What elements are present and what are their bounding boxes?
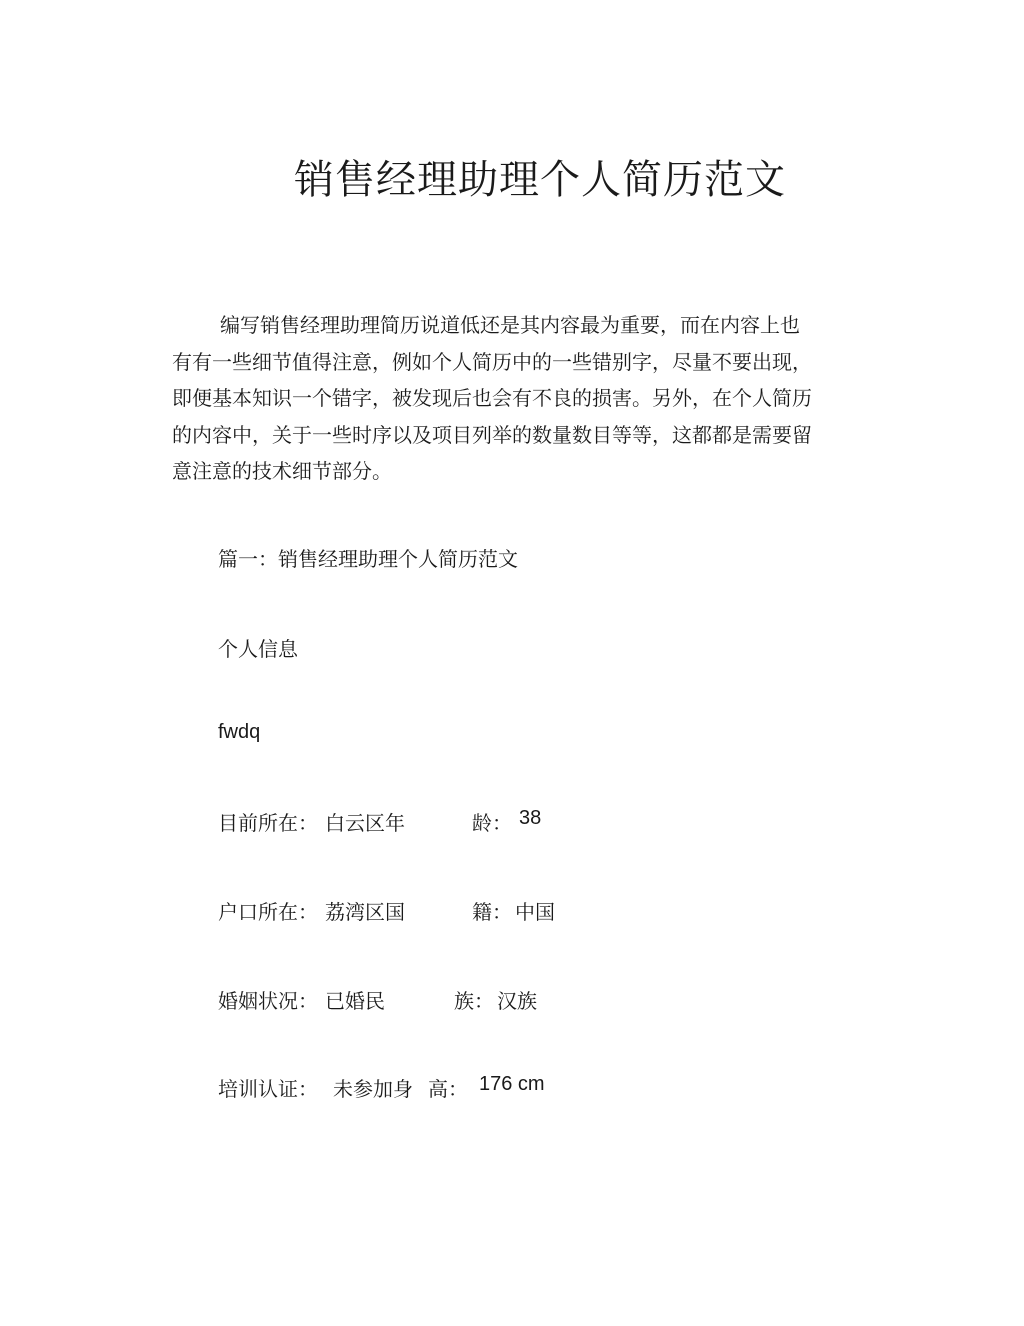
field-label-training: 培训认证： <box>218 1077 318 1101</box>
field-label-height: 高： <box>428 1077 468 1101</box>
intro-paragraph <box>172 307 812 490</box>
field-label-marital: 婚姻状况： <box>218 989 318 1013</box>
field-value-nationality: 中国 <box>515 900 555 924</box>
field-value-age: 38 <box>519 807 542 829</box>
field-label-hukou: 户口所在： <box>218 900 318 924</box>
field-value-training: 未参加身 <box>333 1077 413 1101</box>
document-title: 销售经理助理个人简历范文 <box>294 157 786 203</box>
field-label-ethnicity: 族： <box>454 989 494 1013</box>
field-value-hukou: 荔湾区国 <box>325 900 405 924</box>
field-label-location: 目前所在： <box>218 811 318 835</box>
field-value-marital: 已婚民 <box>325 989 385 1013</box>
field-value-height: 176 cm <box>479 1073 545 1095</box>
field-value-ethnicity: 汉族 <box>497 989 537 1013</box>
candidate-name: fwdq <box>218 721 261 743</box>
intro-text: 编写销售经理助理简历说道低还是其内容最为重要，而在内容上也有有一些细节值得注意，例如个人简历中的一些错别字，尽量不要出现，即便基本知识一个错字，被发现后也会有不良的损害。另外，在个人简历的内容中，关于一些时序以及项目列举的数量数目等等，这都都是需要留意注意的技术细节部分。 <box>172 313 812 483</box>
personal-info-heading: 个人信息 <box>218 637 298 661</box>
field-label-nationality: 籍： <box>472 900 512 924</box>
field-label-age: 龄： <box>472 811 512 835</box>
field-value-location: 白云区年 <box>325 811 405 835</box>
section-heading: 篇一：销售经理助理个人简历范文 <box>218 547 518 571</box>
